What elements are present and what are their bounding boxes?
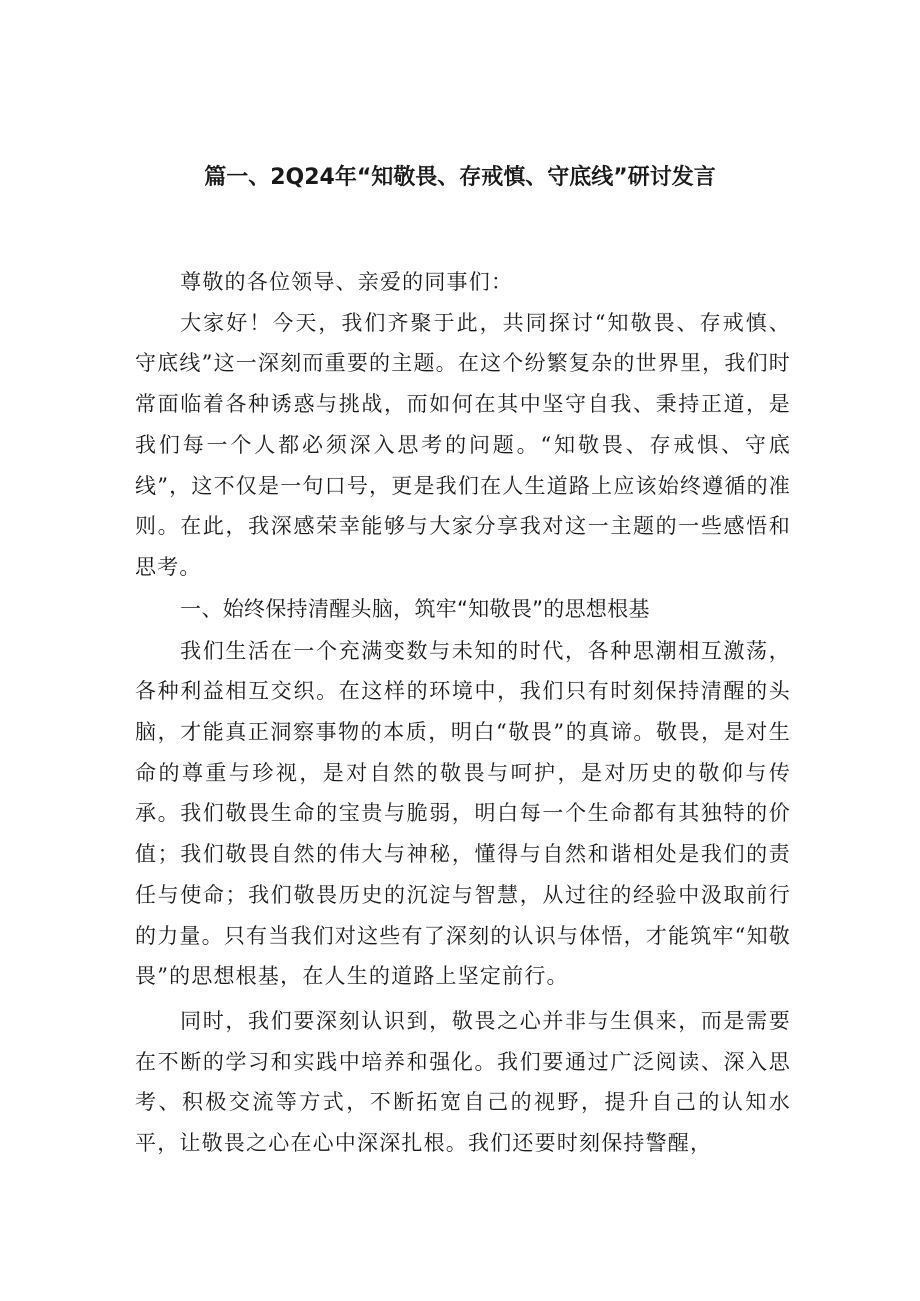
document-body — [135, 262, 791, 1164]
salutation: 尊敬的各位领导、亲爱的同事们： — [180, 270, 514, 294]
body-paragraph: 我们生活在一个充满变数与未知的时代，各种思潮相互激荡，各种利益相互交织。在这样的环境中，我们只有时刻保持清醒的头脑，才能真正洞察事物的本质，明白“敬畏”的真谛。敬畏，是对生命的尊重与珍视，是对自然的敬畏与呵护，是对历史的敬仰与传承。我们敬畏生命的宝贵与脆弱，明白每一个生命都有其独特的价值；我们敬畏自然的伟大与神秘，懂得与自然和谐相处是我们的责任与使命；我们敬畏历史的沉淀与智慧，从过往的经验中汲取前行的力量。只有当我们对这些有了深刻的认识与体悟，才能筑牢“知敬畏”的思想根基，在人生的道路上坚定前行。 — [135, 638, 791, 989]
body-paragraph: 同时，我们要深刻认识到，敬畏之心并非与生俱来，而是需要在不断的学习和实践中培养和强化。我们要通过广泛阅读、深入思考、积极交流等方式，不断拓宽自己的视野，提升自己的认知水平，让敬畏之心在心中深深扎根。我们还要时刻保持警醒， — [135, 1008, 791, 1156]
intro-paragraph: 大家好！今天，我们齐聚于此，共同探讨“知敬畏、存戒慎、守底线”这一深刻而重要的主题。在这个纷繁复杂的世界里，我们时常面临着各种诱惑与挑战，而如何在其中坚守自我、秉持正道，是我们每一个人都必须深入思考的问题。“知敬畏、存戒惧、守底线”，这不仅是一句口号，更是我们在人生道路上应该始终遵循的准则。在此，我深感荣幸能够与大家分享我对这一主题的一些感悟和思考。 — [135, 310, 791, 579]
document-title: 篇一、2Q24年“知敬畏、存戒慎、守底线”研讨发言 — [204, 165, 716, 190]
section-heading: 一、始终保持清醒头脑，筑牢“知敬畏”的思想根基 — [180, 596, 650, 621]
